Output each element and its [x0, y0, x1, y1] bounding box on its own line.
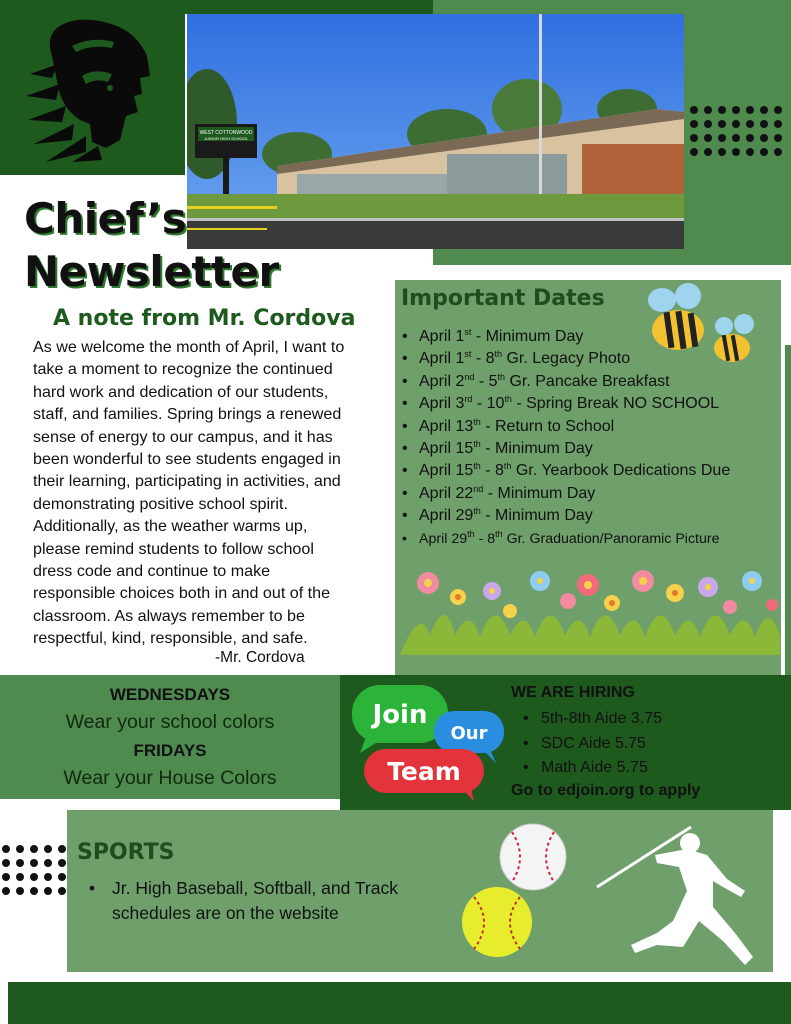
date-day: April 29 — [419, 507, 474, 525]
dot — [704, 148, 712, 156]
dot — [2, 887, 10, 895]
note-line: been wonderful to see students engaged in — [33, 450, 341, 469]
flowers-illustration — [400, 565, 780, 655]
dot — [16, 873, 24, 881]
date-text: - 5 — [474, 372, 498, 390]
date-suffix: st — [464, 349, 472, 360]
dot — [44, 845, 52, 853]
bees-illustration — [640, 282, 762, 368]
date-text: - 8 — [474, 530, 496, 547]
sports-title: SPORTS — [77, 840, 175, 865]
date-text-2: Gr. Yearbook Dedications Due — [511, 462, 731, 480]
date-text: - 8 — [471, 350, 495, 368]
dot — [16, 859, 24, 867]
important-date-item — [402, 460, 782, 482]
date-suffix: th — [473, 506, 481, 517]
important-date-item — [402, 505, 782, 527]
chief-headdress-logo — [22, 16, 167, 164]
dot — [746, 148, 754, 156]
grade-suffix: th — [497, 371, 506, 382]
note-body — [33, 336, 393, 650]
dot — [774, 134, 782, 142]
date-suffix: st — [464, 327, 472, 337]
team-word: Team — [387, 757, 461, 786]
baseball-icon — [498, 822, 568, 892]
sports-text — [112, 876, 472, 926]
dot — [718, 148, 726, 156]
dot — [30, 859, 38, 867]
hiring-positions-list — [523, 707, 662, 781]
date-suffix: th — [473, 416, 481, 427]
dot — [44, 873, 52, 881]
date-text: - Minimum Day — [480, 440, 593, 458]
date-day: April 22 — [419, 484, 474, 502]
date-day: April 1 — [419, 350, 465, 368]
note-line: responsible choices both in and out of the — [33, 584, 331, 603]
dot — [690, 106, 698, 114]
javelin-thrower-icon — [595, 825, 765, 970]
note-line: staff, and families. Spring brings a renewed — [33, 405, 342, 424]
date-suffix: th — [473, 461, 481, 472]
date-text: - 8 — [480, 462, 504, 480]
date-text-2: Gr. Legacy Photo — [502, 350, 631, 368]
hiring-title: WE ARE HIRING — [511, 684, 635, 701]
dot — [760, 120, 768, 128]
dot — [44, 859, 52, 867]
note-line: sense of energy to our campus, and it has — [33, 427, 333, 446]
dot — [704, 120, 712, 128]
important-date-item — [402, 416, 782, 438]
grade-suffix: th — [504, 394, 512, 405]
date-suffix: th — [467, 528, 475, 539]
dot — [718, 106, 726, 114]
sports-line-1: Jr. High Baseball, Softball, and Track — [112, 878, 398, 898]
date-text: - Minimum Day — [471, 328, 584, 345]
date-suffix: nd — [473, 483, 484, 494]
date-suffix: nd — [464, 371, 475, 382]
dot — [58, 859, 66, 867]
date-day: April 15 — [419, 462, 474, 480]
hiring-position: • SDC Aide 5.75 — [523, 732, 662, 757]
date-day: April 15 — [419, 440, 474, 458]
note-line: please remind students to follow school — [33, 539, 314, 558]
hiring-apply-text: Go to edjoin.org to apply — [511, 782, 701, 799]
note-line: As we welcome the month of April, I want to — [33, 338, 345, 356]
date-day: April 2 — [419, 372, 465, 390]
date-text-2: Gr. Pancake Breakfast — [505, 372, 670, 390]
date-text-2: - Spring Break NO SCHOOL — [511, 395, 720, 413]
dot — [732, 148, 740, 156]
dot — [718, 120, 726, 128]
grade-suffix: th — [494, 349, 503, 360]
dot — [774, 148, 782, 156]
dot — [16, 845, 24, 853]
dot — [30, 845, 38, 853]
decorative-dot-grid-sports — [2, 845, 66, 895]
date-text: - Minimum Day — [483, 484, 596, 502]
date-suffix: th — [473, 439, 481, 450]
dot — [746, 120, 754, 128]
newsletter-title — [24, 192, 364, 298]
dot — [58, 887, 66, 895]
dot — [30, 887, 38, 895]
dot — [2, 845, 10, 853]
date-day: April 13 — [419, 417, 474, 435]
note-line: hard work and dedication of our students, — [33, 382, 329, 401]
date-text: - Minimum Day — [480, 507, 593, 525]
softball-icon — [460, 885, 535, 960]
dot — [774, 106, 782, 114]
grade-suffix: th — [495, 528, 503, 539]
spirit-days-panel — [0, 675, 340, 799]
right-edge-green-strip — [785, 345, 791, 675]
dot — [732, 120, 740, 128]
sports-bullet: • — [89, 878, 96, 898]
dot — [58, 845, 66, 853]
important-date-item — [402, 483, 782, 505]
hiring-position: • 5th-8th Aide 3.75 — [523, 707, 662, 732]
dot — [690, 148, 698, 156]
wednesdays-label: WEDNESDAYS — [109, 685, 231, 704]
join-word: Join — [372, 700, 428, 730]
note-line: dress code and continue to make — [33, 562, 271, 581]
header-dark-green-band — [185, 0, 435, 14]
note-line: Additionally, as the weather warms up, — [33, 517, 308, 536]
dot — [774, 120, 782, 128]
date-suffix: rd — [464, 394, 473, 405]
grade-suffix: th — [503, 461, 512, 472]
important-date-item — [402, 371, 782, 393]
dot — [2, 859, 10, 867]
important-date-item — [402, 528, 782, 550]
important-dates-title: Important Dates — [401, 286, 605, 311]
dot — [732, 134, 740, 142]
dot — [746, 106, 754, 114]
note-line: classroom. As always remember to be — [33, 606, 305, 625]
date-text: - 10 — [472, 395, 505, 413]
dot — [58, 873, 66, 881]
note-line: their learning, participating in activities, and — [33, 472, 341, 491]
date-day: April 3 — [419, 395, 465, 413]
hiring-position: • Math Aide 5.75 — [523, 756, 662, 781]
title-line-1: Chief’s — [24, 194, 187, 243]
dot — [732, 106, 740, 114]
photo-sign-line1: WEST COTTONWOOD — [199, 130, 253, 136]
dot — [760, 134, 768, 142]
footer-green-bar — [8, 982, 791, 1024]
dot — [16, 887, 24, 895]
fridays-text: Wear your House Colors — [63, 767, 277, 789]
decorative-dot-grid-top — [690, 106, 782, 156]
note-line: demonstrating positive school spirit. — [33, 494, 288, 513]
dot — [746, 134, 754, 142]
dot — [690, 120, 698, 128]
dot — [760, 106, 768, 114]
join-our-team-graphic — [350, 683, 510, 803]
dot — [690, 134, 698, 142]
date-day: April 1 — [419, 328, 465, 345]
wednesdays-text: Wear your school colors — [65, 711, 275, 733]
dot — [2, 873, 10, 881]
note-line: take a moment to recognize the continued — [33, 360, 333, 379]
title-line-2: Newsletter — [24, 247, 279, 296]
dot — [760, 148, 768, 156]
important-date-item — [402, 393, 782, 415]
fridays-label: FRIDAYS — [133, 741, 207, 760]
date-text-2: Gr. Graduation/Panoramic Picture — [502, 530, 720, 547]
dot — [30, 873, 38, 881]
important-date-item — [402, 438, 782, 460]
dot — [718, 134, 726, 142]
dot — [704, 106, 712, 114]
note-line: respectful, kind, responsible, and safe. — [33, 629, 308, 648]
sports-line-2: schedules are on the website — [112, 903, 339, 923]
note-signature: -Mr. Cordova — [215, 649, 305, 666]
our-word: Our — [450, 723, 488, 744]
date-day: April 29 — [419, 530, 468, 547]
note-heading: A note from Mr. Cordova — [53, 306, 356, 331]
dot — [44, 887, 52, 895]
date-text: - Return to School — [480, 417, 615, 435]
dot — [704, 134, 712, 142]
photo-sign-line2: JUNIOR HIGH SCHOOL — [203, 136, 249, 141]
